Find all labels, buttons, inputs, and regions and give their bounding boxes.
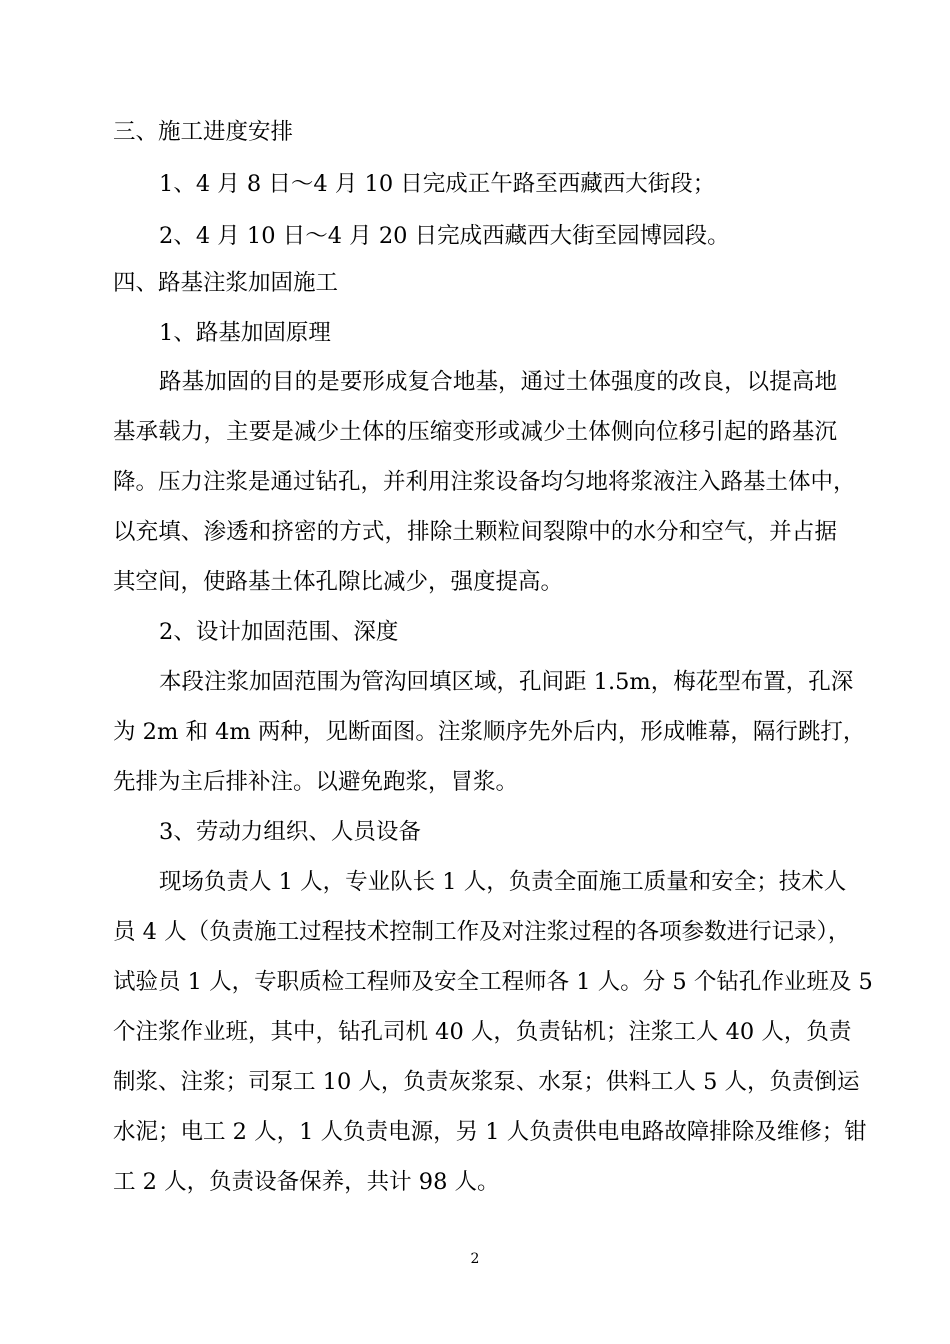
paragraph-line: 试验员 1 人，专职质检工程师及安全工程师各 1 人。分 5 个钻孔作业班及 5	[113, 969, 873, 995]
schedule-item-1: 1、4 月 8 日～4 月 10 日完成正午路至西藏西大街段；	[159, 171, 716, 197]
schedule-item-2: 2、4 月 10 日～4 月 20 日完成西藏西大街至园博园段。	[159, 223, 730, 249]
subheading-principle: 1、路基加固原理	[159, 320, 331, 346]
paragraph-line: 工 2 人，负责设备保养，共计 98 人。	[113, 1169, 500, 1195]
paragraph-line: 降。压力注浆是通过钻孔，并利用注浆设备均匀地将浆液注入路基土体中，	[113, 469, 856, 495]
paragraph-line: 现场负责人 1 人，专业队长 1 人，负责全面施工质量和安全；技术人	[159, 869, 847, 895]
paragraph-line: 水泥；电工 2 人，1 人负责电源，另 1 人负责供电电路故障排除及维修；钳	[113, 1119, 867, 1145]
paragraph-line: 为 2m 和 4m 两种，见断面图。注浆顺序先外后内，形成帷幕，隔行跳打，	[113, 719, 866, 745]
heading-grouting-reinforcement: 四、路基注浆加固施工	[113, 270, 339, 296]
paragraph-line: 以充填、渗透和挤密的方式，排除土颗粒间裂隙中的水分和空气，并占据	[113, 519, 837, 545]
paragraph-line: 制浆、注浆；司泵工 10 人，负责灰浆泵、水泵；供料工人 5 人，负责倒运	[113, 1069, 860, 1095]
paragraph-line: 员 4 人（负责施工过程技术控制工作及对注浆过程的各项参数进行记录），	[113, 919, 851, 945]
paragraph-line: 本段注浆加固范围为管沟回填区域，孔间距 1.5m，梅花型布置，孔深	[159, 669, 854, 695]
paragraph-line: 先排为主后排补注。以避免跑浆，冒浆。	[113, 769, 519, 795]
subheading-labor-organization: 3、劳动力组织、人员设备	[159, 819, 421, 845]
paragraph-line: 个注浆作业班，其中，钻孔司机 40 人，负责钻机；注浆工人 40 人，负责	[113, 1019, 852, 1045]
page-number: 2	[470, 1251, 480, 1267]
subheading-range-depth: 2、设计加固范围、深度	[159, 619, 399, 645]
paragraph-line: 其空间，使路基土体孔隙比减少，强度提高。	[113, 569, 564, 595]
paragraph-line: 路基加固的目的是要形成复合地基，通过土体强度的改良，以提高地	[159, 369, 837, 395]
paragraph-line: 基承载力，主要是减少土体的压缩变形或减少土体侧向位移引起的路基沉	[113, 419, 837, 445]
heading-construction-schedule: 三、施工进度安排	[113, 119, 294, 145]
